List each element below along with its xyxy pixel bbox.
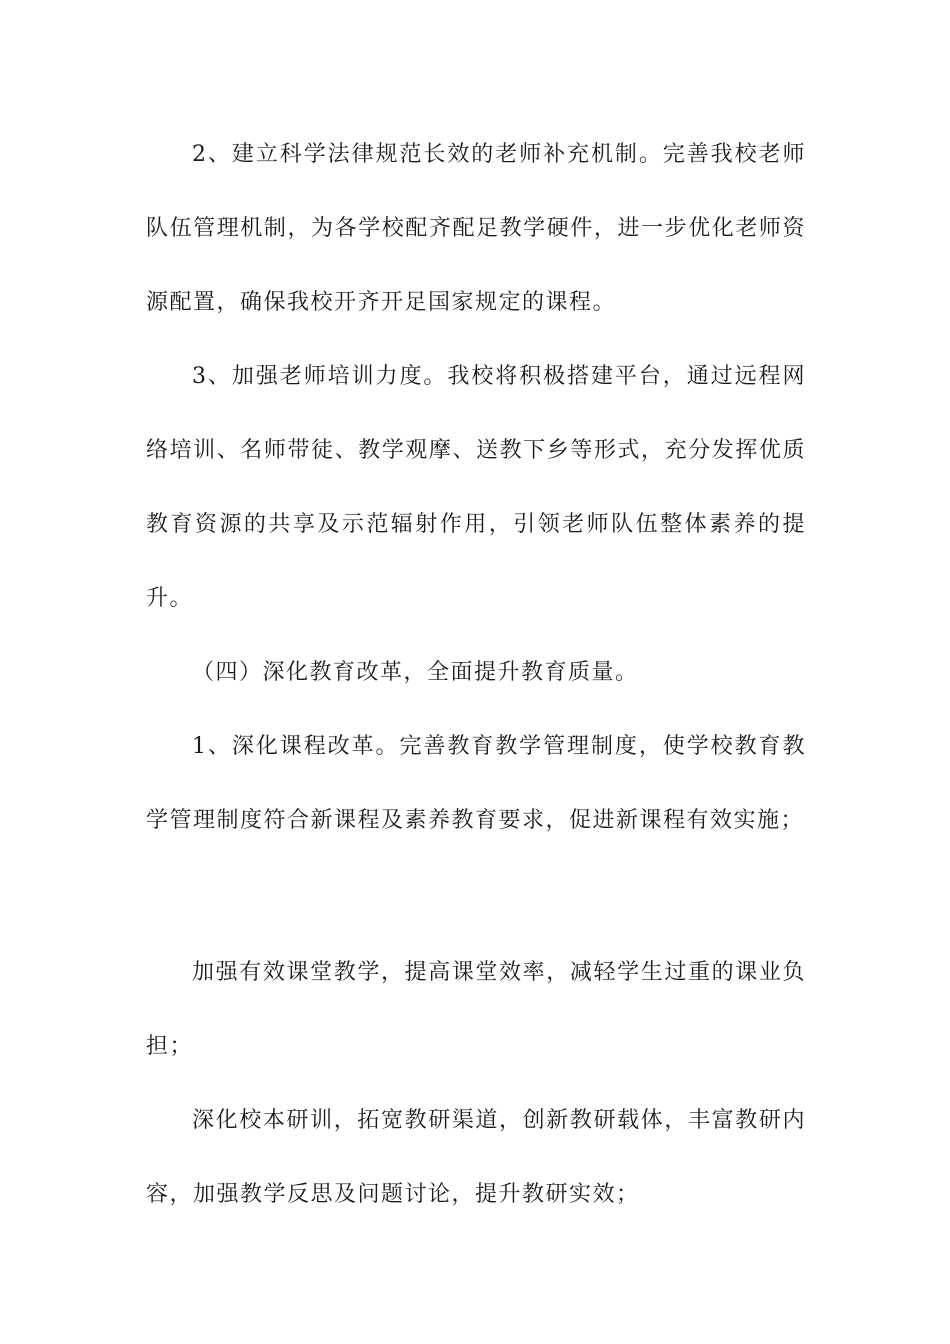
paragraph-teacher-supplement: 2、建立科学法律规范长效的老师补充机制。完善我校老师队伍管理机制，为各学校配齐配足教学硬件，进一步优化老师资源配置，确保我校开齐开足国家规定的课程。	[146, 142, 806, 315]
section-heading-education-reform: （四）深化教育改革，全面提升教育质量。	[192, 660, 639, 685]
paragraph-school-research: 深化校本研训，拓宽教研渠道，创新教研载体，丰富教研内容，加强教学反思及问题讨论，提升教研实效；	[146, 1108, 806, 1207]
paragraph-curriculum-reform: 1、深化课程改革。完善教育教学管理制度，使学校教育教学管理制度符合新课程及素养教育要求，促进新课程有效实施；	[146, 734, 806, 833]
paragraph-teacher-training: 3、加强老师培训力度。我校将积极搭建平台，通过远程网络培训、名师带徒、教学观摩、送教下乡等形式，充分发挥优质教育资源的共享及示范辐射作用，引领老师队伍整体素养的提升。	[146, 364, 806, 611]
paragraph-classroom-teaching: 加强有效课堂教学，提高课堂效率，减轻学生过重的课业负担；	[146, 960, 806, 1059]
